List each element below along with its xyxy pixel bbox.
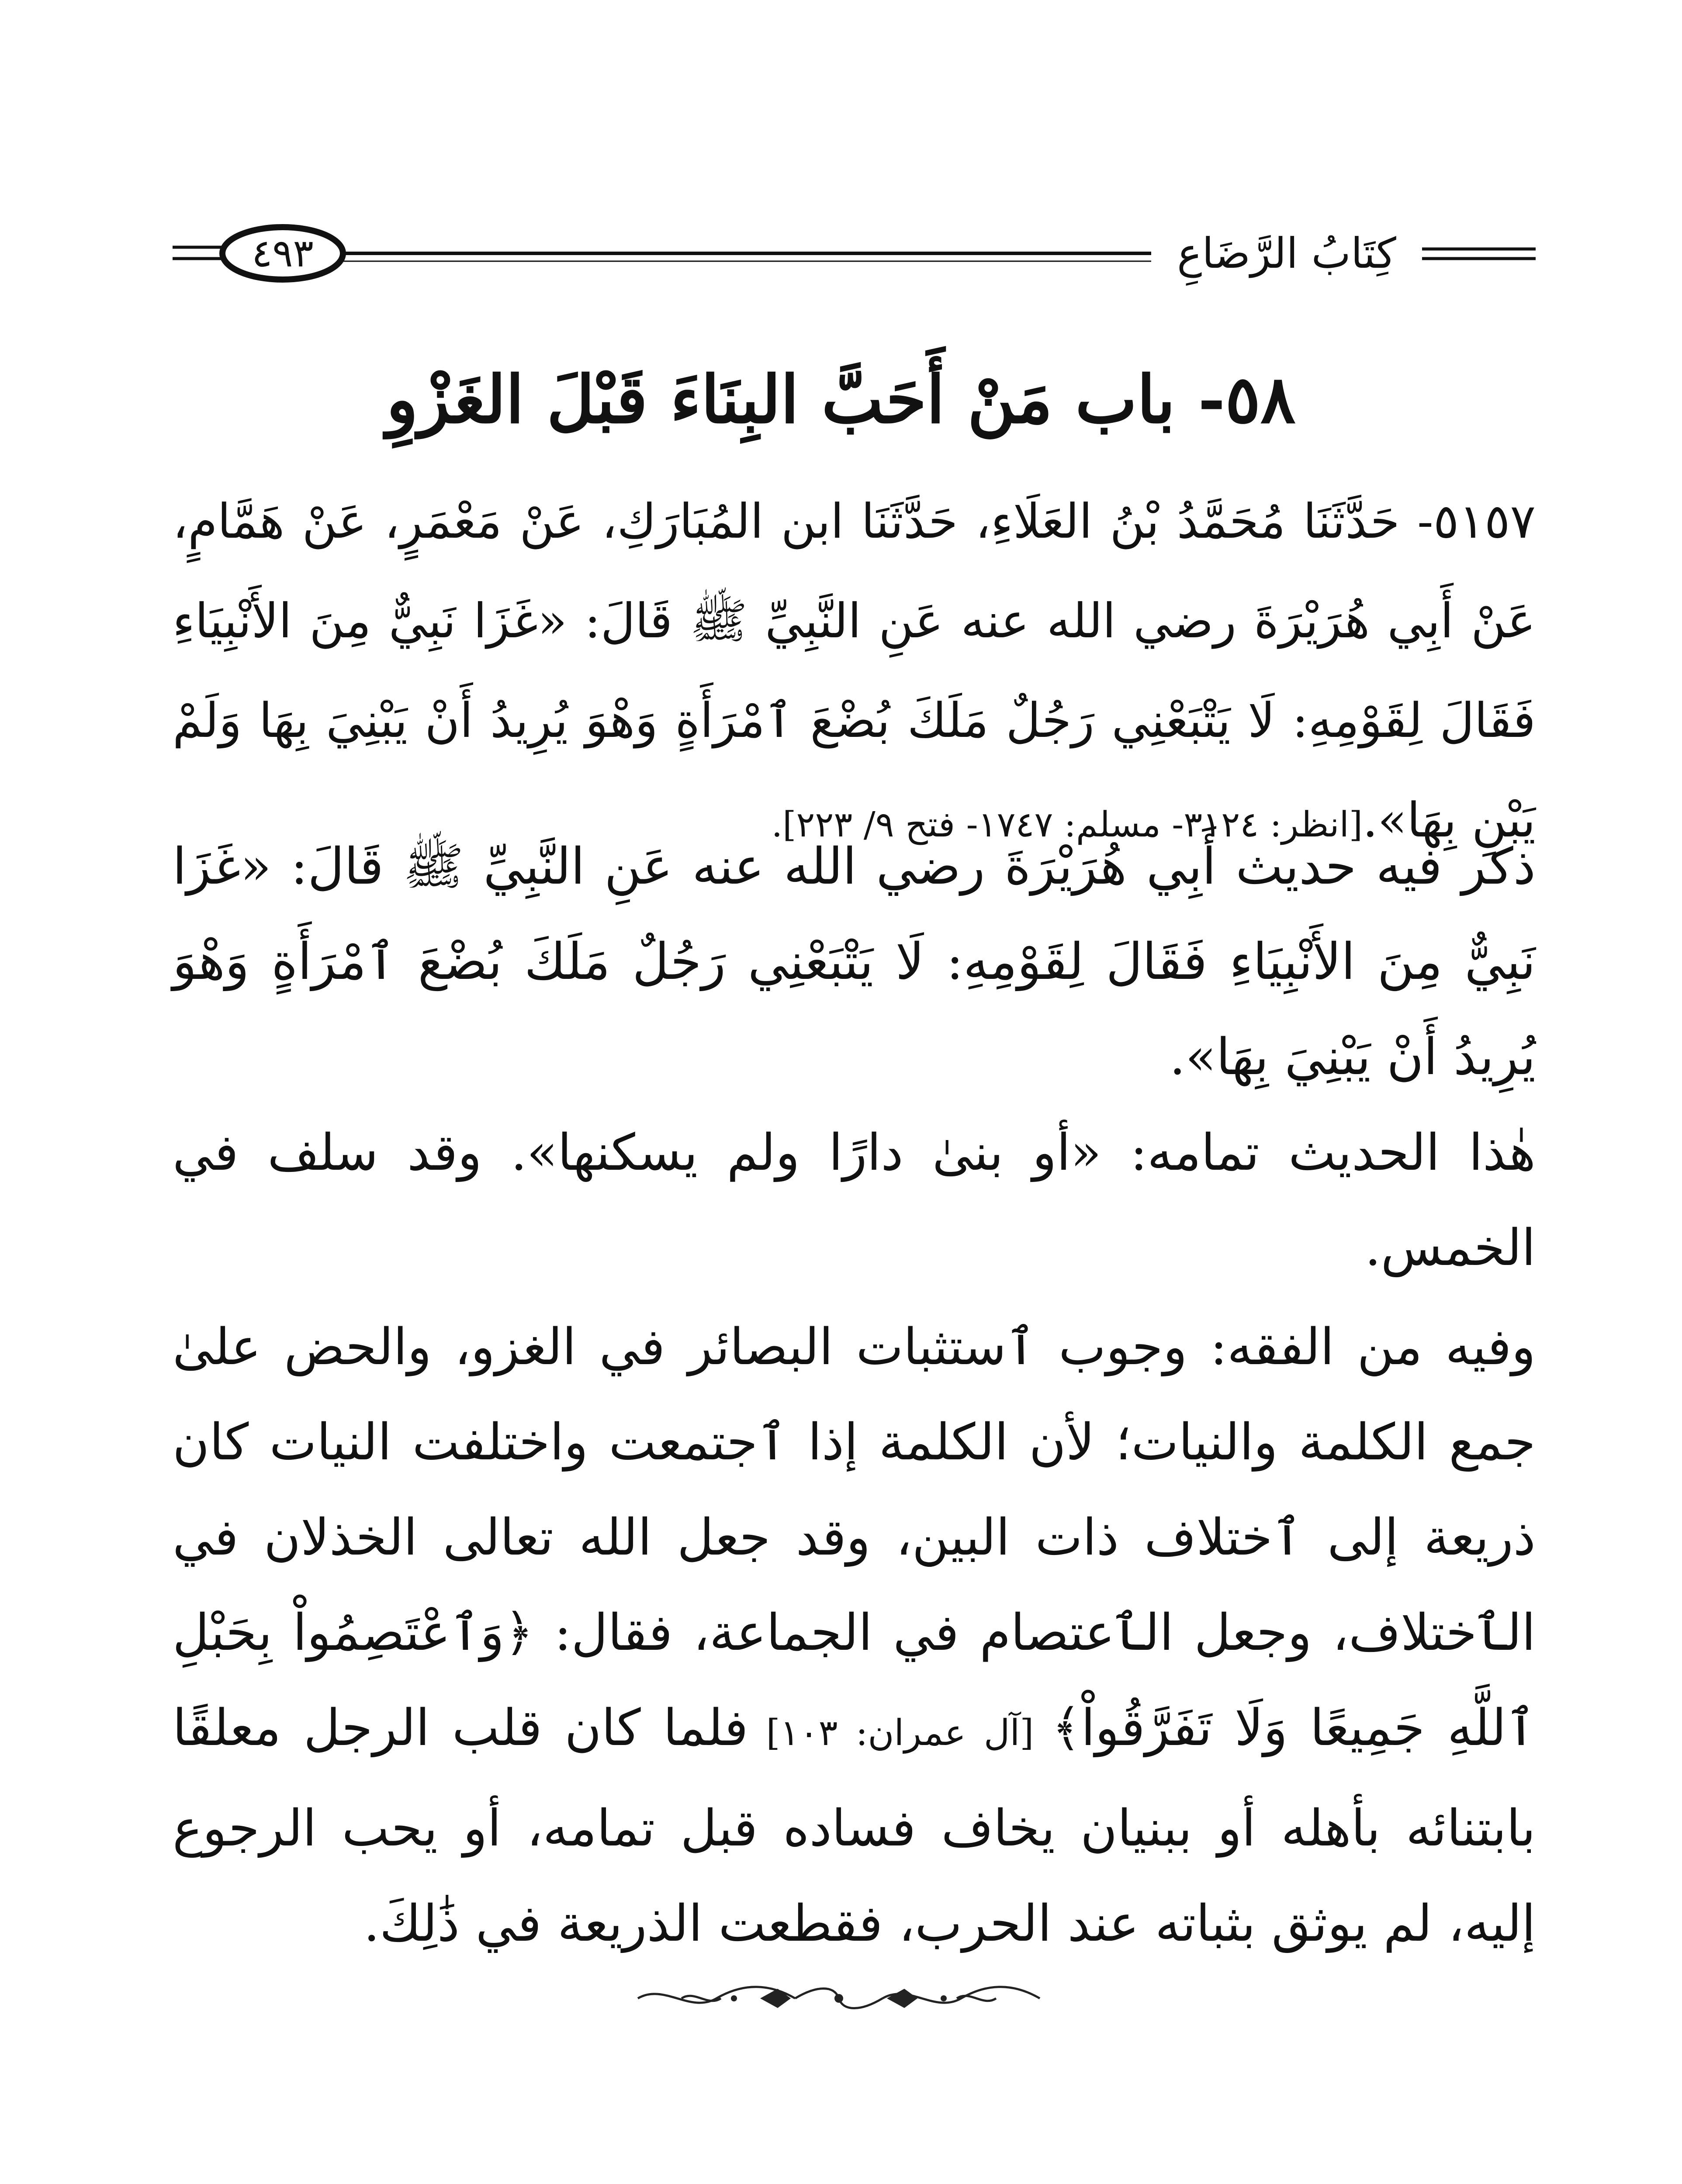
commentary-text-after-verse: فلما كان قلب الرجل معلقًا بابتنائه بأهله أو ببنيان يخاف فساده قبل تمامه، أو يحب الرجوع إليه، لم يوثق بثباته عند الحرب، فقطعت الذريعة في ذَٰلِكَ.	[173, 1699, 1536, 1953]
running-title: كِتَابُ الرَّضَاعِ	[1177, 229, 1396, 278]
running-header	[173, 218, 1536, 288]
commentary-paragraph-1: ذكر فيه حديث أَبِي هُرَيْرَةَ رضي الله عنه عَنِ النَّبِيِّ ﷺ قَالَ: «غَزَا نَبِيٌّ مِنَ الأَنْبِيَاءِ فَقَالَ لِقَوْمِهِ: لَا يَتْبَعْنِي رَجُلٌ مَلَكَ بُضْعَ ٱمْرَأَةٍ وَهْوَ يُرِيدُ أَنْ يَبْنِيَ بِهَا».	[173, 837, 1536, 1086]
page-number: ٤٩٣	[252, 231, 314, 276]
commentary-paragraph-3	[173, 1299, 1536, 1971]
quran-verse: ﴿وَٱعْتَصِمُواْ بِحَبْلِ ٱللَّهِ جَمِيعًا وَلَا تَفَرَّقُواْ﴾	[173, 1603, 1536, 1757]
hadith-text	[173, 472, 1536, 874]
chapter-heading: ٥٨- باب مَنْ أَحَبَّ البِنَاءَ قَبْلَ الغَزْوِ	[386, 361, 1296, 438]
hadith-body: ٥١٥٧- حَدَّثَنَا مُحَمَّدُ بْنُ العَلَاءِ، حَدَّثَنَا ابن المُبَارَكِ، عَنْ مَعْمَرٍ، عَنْ هَمَّامٍ، عَنْ أَبِي هُرَيْرَةَ رضي الله عنه عَنِ النَّبِيِّ ﷺ قَالَ: «غَزَا نَبِيٌّ مِنَ الأَنْبِيَاءِ فَقَالَ لِقَوْمِهِ: لَا يَتْبَعْنِي رَجُلٌ مَلَكَ بُضْعَ ٱمْرَأَةٍ وَهْوَ يُرِيدُ أَنْ يَبْنِيَ بِهَا وَلَمْ يَبْنِ بِهَا».	[173, 494, 1536, 848]
verse-citation: [آل عمران: ١٠٣]	[748, 1712, 1052, 1754]
hadith-reference: [انظر: ٣١٢٤- مسلم: ١٧٤٧- فتح ٩/ ٢٢٣].	[771, 804, 1363, 845]
commentary-paragraph-2: هٰذا الحديث تمامه: «أو بنىٰ دارًا ولم يسكنها». وقد سلف في الخمس.	[173, 1123, 1536, 1277]
end-ornament-icon	[629, 1979, 1049, 2018]
commentary-text-before-verse: وفيه من الفقه: وجوب ٱستثبات البصائر في الغزو، والحض علىٰ جمع الكلمة والنيات؛ لأن الكلمة إذا ٱجتمعت واختلفت النيات كان ذريعة إلى ٱختلاف ذات البين، وقد جعل الله تعالى الخذلان في الٱختلاف، وجعل الٱعتصام في الجماعة، فقال:	[173, 1318, 1536, 1662]
